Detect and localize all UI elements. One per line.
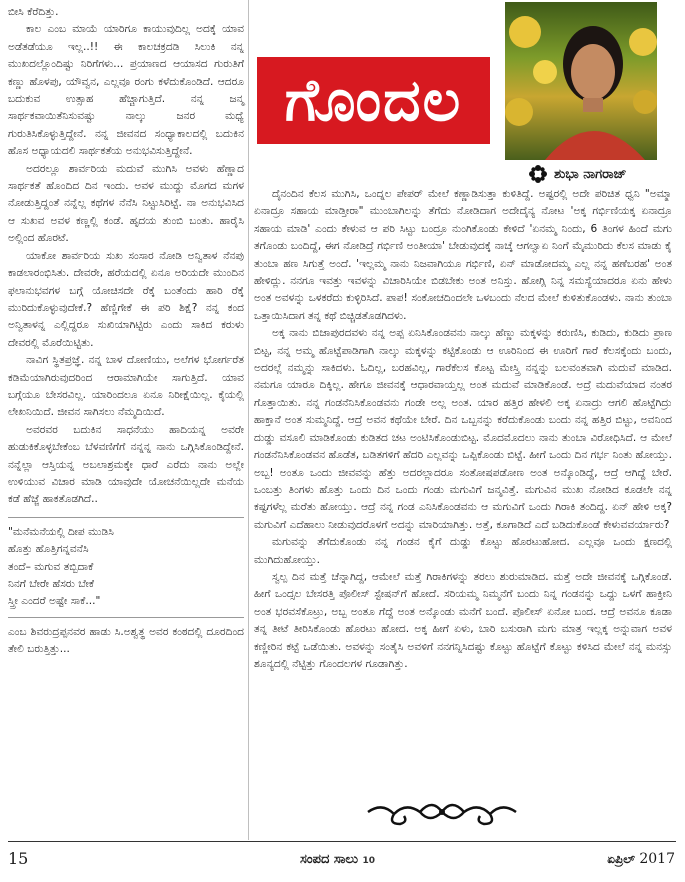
author-photo [505,2,657,160]
article-title [257,57,490,144]
paragraph: ಕಾಲ ಎಂಬ ಮಾಯೆ ಯಾರಿಗೂ ಕಾಯುವುದಿಲ್ಲ ಅದಕ್ಕೆ ಯಾವ ಅಡೆತಡೆಯೂ ಇಲ್ಲ..!! ಈ ಕಾಲಚಕ್ರದಡಿ ಸಿಲುಕಿ ನನ್ನ ಮುಖದಲ್ಲೊಂದಿಷ್ಟು ನಿರಿಗೆಗಳು... ಪ್ರಯಾಣದ ಆಯಾಸದ ಗುರುತಿಗೆ ಕಣ್ಣು ಹೊಳಪು, ಯೌವ್ವನ, ಎಲ್ಲವೂ ರಂಗು ಕಳೆದುಕೊಂಡಿದೆ. ಆದರೂ ಬದುಕುವ ಉತ್ಸಾಹ ಹೆಚ್ಚಾಗುತ್ತಿದೆ. ನನ್ನ ಜನ್ಮ ಸಾರ್ಥಕವಾಯಿತೆನಿಸುವಷ್ಟು ನಾಲ್ಕು ಜನರ ಮಧ್ಯೆ ಗುರುತಿಸಿಕೊಳ್ಳುತ್ತಿದ್ದೇನೆ. ನನ್ನ ಜೀವನದ ಸಂಧ್ಯಾಕಾಲದಲ್ಲಿ ಬದುಕಿನ ಹೊಸ ಅಧ್ಯಾಯದಲಿ ಸಾರ್ಥಕತೆಯ ಅನುಭವಿಸುತ್ತಿದ್ದೇನೆ. [8,23,244,158]
poem-line: "ಮನೆಮನೆಯಲ್ಲಿ ದೀಪ ಮುಡಿಸಿ [8,525,114,538]
poem-quote [8,517,244,618]
paragraph: ಬೀಸಿ ಕೆರೆದಿತ್ತು. [8,6,59,18]
column-divider [248,0,249,840]
issue-number: 10 [362,856,376,866]
paragraph: ಅವರವರ ಬದುಕಿನ ಸಾಧನೆಯು ಹಾದಿಯನ್ನ ಅವರೇ ಹುಡುಕಿಕೊಳ್ಳಬೇಕೆಂಬ ಬೆಳವಣಿಗೆಗೆ ನನ್ನನ್ನ ನಾನು ಒಗ್ಗಿಸಿಕೊಂಡಿದ್ದೇನೆ. ನನ್ನೆಲ್ಲಾ ಆಸ್ತಿಯನ್ನ ಅಬಲಾಶ್ರಮಕ್ಕೇ ಧಾರೆ ಎರೆದು ನಾನು ಅಲ್ಲೇ ಉಳಿಯುವ ವಿಚಾರ ಮಾಡಿ ಯಾವುದೇ ಯೋಚನೆಯಿಲ್ಲದೇ ಮನೆಯ ಕಡೆ ಹೆಜ್ಜೆ ಹಾಕತೊಡಗಿದೆ.. [8,423,244,506]
paragraph: ಅದರಲ್ಲೂ ಶಾರ್ವರಿಯ ಮದುವೆ ಮುಗಿಸಿ ಅವಳು ಹೆಣ್ಣಾದ ಸಾರ್ಥಕತೆ ಹೊಂದಿದ ದಿನ ಇಂದು. ಅವಳ ಮುದ್ದು ಮೊಗದ ಮಗಳ ನೋಡುತ್ತಿದ್ದಂತೆ ನನ್ನೆಲ್ಲ ಕಥೆಗಳ ನೆನೆಸಿ ನಿಟ್ಟುಸಿರಿಟ್ಟೆ. ನಾ ಅನುಭವಿಸಿದ ಆ ಸುಖವ ಅವಳ ಕಣ್ಣಲ್ಲಿ ಕಂಡೆ. ಹೃದಯ ತುಂಬಿ ಬಂತು. ಹಾರೈಸಿ ಅಲ್ಲಿಂದ ಹೊರಟೆ. [8,162,244,245]
issue-date [607,851,675,867]
paragraph: ಮಗುವನ್ನು ತೆಗೆದುಕೊಂಡು ನನ್ನ ಗಂಡನ ಕೈಗೆ ದುಡ್ಡು ಕೊಟ್ಟು ಹೊರಟುಹೋದ. ಎಲ್ಲವೂ ಒಂದು ಕ್ಷಣದಲ್ಲಿ ಮುಗಿದುಹೋಯ್ತು. [254,536,672,566]
author-byline [528,164,627,184]
issue-month: ಏಪ್ರಿಲ್ [607,852,635,866]
poem-line: ಸ್ತ್ರೀ ಎಂದರೆ ಅಷ್ಟೇ ಸಾಕೆ..." [8,595,101,608]
poem-line: ನಿನಗೆ ಬೇರೇ ಹೆಸರು ಬೇಕೆ [8,578,95,590]
poem-line: ಹೊತ್ತು ಹೊತ್ತಿಗನ್ನವನೆಸಿ [8,543,89,556]
flower-ornament-icon [528,164,548,184]
author-portrait-image [505,2,657,160]
paragraph: ಯಾಕೋ ಶಾರ್ವರಿಯ ಸುಖ ಸಂಸಾರ ನೋಡಿ ಅನ್ವಿತಾಳ ನೆನಪು ಕಾಡಲಾರಂಭಿಸಿತು. ದೇವರೇ, ಹರೆಯದಲ್ಲಿ ಏನೂ ಅರಿಯದೇ ಮುಂದಿನ ಫಲಾನುಭವಗಳ ಬಗ್ಗೆ ಯೋಚಿಸದೇ ರೆಕ್ಕೆ ಬಂತೆಂದು ಹಾರಿ ರೆಕ್ಕೆ ಮುರಿದುಕೊಳ್ಳುವುದೇಕೆ.? ಹೆಣ್ಣಿಗೇಕೆ ಈ ಪರಿ ಶಿಕ್ಷೆ? ನನ್ನ ಕಂದ ಅನ್ವಿತಾಳನ್ನ ಎಲ್ಲಿದ್ದರೂ ಸುಖಿಯಾಗಿಟ್ಟಿರು ಎಂದು ಸಾಕಿದ ಕರುಳು ದೇವರಲ್ಲಿ ಮೊರೆಯಿಟ್ಟಿತು. [8,249,244,349]
paragraph: ಸ್ವಲ್ಪ ದಿನ ಮತ್ತೆ ಚೆನ್ನಾಗಿದ್ದ, ಆಮೇಲೆ ಮತ್ತೆ ಗಿರಾಕಿಗಳನ್ನು ತರಲು ಶುರುಮಾಡಿದ. ಮತ್ತೆ ಅದೇ ಜೀವನಕ್ಕೆ ಒಗ್ಗಿಕೊಂಡೆ. ಹೀಗೆ ಒಂದ್ಸಲ ಬೇಸರತ್ತಿ ಪೊಲೀಸ್ ಸ್ಟೇಷನ್‌ಗೆ ಹೋದೆ. ಸರಿಯಮ್ಮ ನಿಮ್ಮನೆಗೆ ಬಂದು ನಿನ್ನ ಗಂಡನನ್ನು ಒದ್ದು ಒಳಗೆ ಹಾಕ್ತೀನಿ ಅಂತ ಭರವಸೆಕೊಟ್ರು, ಅಬ್ಬ ಅಂತೂ ಗೆದ್ದೆ ಅಂತ ಅನ್ಕೊಂಡು ಮನೆಗೆ ಬಂದೆ. ಪೊಲೀಸ್ ಏನೋ ಬಂದ. ಆದ್ರೆ ಅವನೂ ಕೂಡಾ ತನ್ನ ತೀಟೆ ತೀರಿಸಿಕೊಂಡು ಹೊರಟು ಹೋದ. ಅಕ್ಕ ಹೀಗೆ ಏಳು, ಬಾರಿ ಬಸುರಾಗಿ ಮಗು ಮಾತ್ರ ಇಲ್ಲಕ್ಕ ಅನ್ನುವಾಗ ಅವಳ ಕಣ್ಣೀರಿನ ಕಟ್ಟೆ ಒಡೆಯಿತು. ಅವಳನ್ನು ಸಂತೈಸಿ ಅವಳಿಗೆ ನನಗನ್ನಿಸಿದಷ್ಟು ಕೊಟ್ಟು ಹೊಟ್ಟೆಗೆ ಕೊಟ್ಟು ಕಳಿಸಿದ ಮೇಲೆ ನನ್ನ ಮನಸ್ಸು ಶೂನ್ಯದಲ್ಲಿ ನೆಟ್ಟಿತ್ತು ಗೊಂದಲಗಳ ಗೂಡಾಗಿತ್ತು. [254,570,672,670]
issue-year: 2017 [639,851,675,867]
left-column [8,4,244,659]
magazine-title: ಸಂಪದ ಸಾಲು [300,852,358,867]
author-name: ಶುಭಾ ನಾಗರಾಜ್ [554,166,627,182]
magazine-name [300,852,375,867]
paragraph: ನಾವಿಗ ಸ್ಥಿತಪ್ರಜ್ಞೆ. ನನ್ನ ಬಾಳ ದೋಣಿಯು, ಅಲೆಗಳ ಭೋರ್ಗರೆತ ಕಡಿಮೆಯಾಗಿರುವುದರಿಂದ ಆರಾಮಾಗಿಯೇ ಸಾಗುತ್ತಿದೆ. ಯಾವ ಬಗ್ಗೆಯೂ ಬೇಸರವಿಲ್ಲ. ಯಾರಿಂದಲೂ ಏನೂ ನಿರೀಕ್ಷೆಯಿಲ್ಲ. ಕೈಯಲ್ಲಿ ಲೇಖನಿಯಿದೆ. ಜೀವನ ಸಾಗಿಸಲು ನೆಮ್ಮದಿಯಿದೆ. [8,354,244,419]
ornament-divider-icon [362,794,522,830]
paragraph: ದೈನಂದಿನ ಕೆಲಸ ಮುಗಿಸಿ, ಒಂದ್ನಲ ಪೇಪರ್ ಮೇಲೆ ಕಣ್ಣಾಡಿಸುತ್ತಾ ಕುಳಿತಿದ್ದೆ. ಅಷ್ಟರಲ್ಲಿ ಅದೇ ಪರಿಚಿತ ಧ್ವನಿ "ಅಮ್ಮಾ ಏನಾದ್ರೂ ಸಹಾಯ ಮಾಡ್ತೀರಾ" ಮುಂಬಾಗಿಲನ್ನು ತೆಗೆದು ನೋಡಿದಾಗ ಅದೇದೈನ್ಯ ನೋಟ 'ಅಕ್ಕ ಗರ್ಭಿಣಿಯಕ್ಕ ಏನಾದ್ರೂ ಸಹಾಯ ಮಾಡಿ' ಎಂದು ಕೇಳುವ ಆ ಪರಿ ಸಿಟ್ಟು ಬಂದ್ರೂ ನುಂಗಿಕೊಂಡು ಕೇಳಿದೆ 'ಏನಮ್ಮ ನಿಂದು, 6 ತಿಂಗಳ ಹಿಂದೆ ಮಗು ತಗೊಂಡು ಬಂದಿದ್ದೆ, ಈಗ ನೋಡಿದ್ರೆ ಗರ್ಭಿಣಿ ಅಂತೀಯಾ' ಬೇಡುವುದಕ್ಕೆ ನಾಚ್ಕೆ ಆಗಲ್ವಾಏ ನಿಂಗೆ ಮೈಮುರಿದು ಕೆಲಸ ಮಾಡು ಕೈ ತುಂಬಾ ಹಣ ಸಿಗುತ್ತೆ ಅಂದೆ. 'ಇಲ್ಲಮ್ಮ ನಾನು ನಿಜವಾಗಿಯೂ ಗರ್ಭಿಣಿ, ಏನ್ ಮಾಡೋದಮ್ಮ ಎಲ್ಲ ನನ್ನ ಹಣೆಬರಹ' ಅಂತ ಹೇಳಿದ್ಲು. ನನಗೂ ಇವತ್ತು ಇವಳನ್ನು ವಿಚಾರಿಸಿಯೇ ಬಿಡಬೇಕು ಅಂತ ಅನಿಸ್ತು. ಹೋಗ್ಲಿ ನಿನ್ನ ಸಮಸ್ಯೆಯಾದರೂ ಏನು ಹೇಳು ಅಂತ ಅವಳನ್ನು ಒಳಕರೆದು ಕುಳ್ಳಿರಿಸಿದೆ. ಪಾಪ! ಸಂಕೋಚದಿಂದಲೇ ಒಳಬಂದು ನೆಲದ ಮೇಲೆ ಕುಳಿತುಕೊಂಡಳು. ನಾನು ತುಂಬಾ ಒತ್ತಾಯಿಸಿದಾಗ ತನ್ನ ಕಥೆ ಬಿಚ್ಚಿಡತೊಡಗಿದಳು. [254,188,672,322]
article-title-text: ಗೊಂದಲ [284,66,463,134]
page-number: 15 [8,849,29,868]
footer-rule [8,841,676,842]
paragraph: ಎಂಬ ಶಿವರುದ್ರಪ್ಪನವರ ಹಾಡು ಸಿ.ಅಶ್ವತ್ಥ ಅವರ ಕಂಠದಲ್ಲಿ ದೂರದಿಂದ ತೇಲಿ ಬರುತ್ತಿತ್ತು... [8,625,244,656]
right-column [254,186,672,673]
poem-line: ತಂದೆ– ಮಗುವ ತಬ್ಬಿದಾಕೆ [8,560,94,573]
paragraph: ಅಕ್ಕ ನಾನು ಬಿಜಾಪುರದವಳು ನನ್ನ ಅಪ್ಪ ಏನಿಸಿಕೊಂಡವನು ನಾಲ್ಕು ಹೆಣ್ಣು ಮಕ್ಕಳನ್ನು ಕರುಣಿಸಿ, ಕುಡಿದು, ಕುಡಿದು ಪ್ರಾಣ ಬಿಟ್ಟ, ನನ್ನ ಅಮ್ಮ ಹೊಟ್ಟೆಪಾಡಿಗಾಗಿ ನಾಲ್ಕು ಮಕ್ಕಳನ್ನು ಕಟ್ಟಿಕೊಂಡು ಆ ಊರಿನಿಂದ ಈ ಊರಿಗೆ ಗಾರೆ ಕೆಲಸಕ್ಕೆಂದು ಬಂದು, ಅದರಲ್ಲೆ ನಮ್ಮನ್ನು ಸಾಕಿದಳು. ಓದಿಲ್ಲ, ಬರಹವಿಲ್ಲ, ಗಾರೆಕೆಲಸ ಕೊಟ್ಟ ಮೇಸ್ತ್ರಿ ನನ್ನನ್ನು ಬಲವಂತವಾಗಿ ಮದುವೆ ಮಾಡಿದ. ನಮಗೂ ಯಾರೂ ದಿಕ್ಕಿಲ್ಲ. ಹೇಗೂ ಜೀವನಕ್ಕೆ ಆಧಾರವಾಯ್ತಲ್ಲ ಅಂತ ಮದುವೆ ಮಾಡಿಕೊಂಡೆ. ಅದ್ರೆ ಮದುವೆಯಾದ ನಂತರ ಗೊತ್ತಾಯಿತು. ನನ್ನ ಗಂಡನೆನಿಸಿಕೊಂಡವನು ಗಂಡೇ ಅಲ್ಲ ಅಂತ. ಯಾರ ಹತ್ತಿರ ಹೇಳಲಿ ಅಕ್ಕ ಏನಾದ್ರು ಆಗಲಿ ಹೊಟ್ಟೆಗಿದ್ರು ಹಾಕ್ತಾನೆ ಅಂತ ಸುಮ್ಮನಿದ್ದೆ. ಆದ್ರೆ ಅವನ ಕಥೆಯೇ ಬೇರೆ. ದಿನ ಒಬ್ಬನನ್ನು ಕರೆದುಕೊಂಡು ಬಂದು ನನ್ನ ಹತ್ತಿರ ಬಿಟ್ಟು, ಅವನಿಂದ ದುಡ್ಡು ವಸೂಲಿ ಮಾಡಿಕೊಂಡು ಕುಡಿತದ ಚಟ ಅಂಟಿಸಿಕೊಂಡುಬಿಟ್ಟ. ಮೊದಮೊದಲು ನಾನು ತುಂಬಾ ವಿರೋಧಿಸಿದೆ. ಆ ಮೇಲೆ ಗಂಡನೆನಿಸಿಕೊಂಡವನ ಹೊಡೆತ, ಬಡಿತಗಳಿಗೆ ಹೆದರಿ ಎಲ್ಲವನ್ನು ಒಪ್ಪಿಕೊಂಡು ಬಿಟ್ಟೆ. ಹೀಗೆ ಒಂದು ದಿನ ಗರ್ಭ ನಿಂತು ಹೋಯ್ತು. ಅಬ್ಬ! ಅಂತೂ ಒಂದು ಜೀವವನ್ನು ಹೆತ್ತು ಅದರಲ್ಲಾದರೂ ಸಂತೋಷಪಡೋಣ ಅಂತ ಅನ್ಕೊಂಡಿದ್ದೆ, ಆದ್ರೆ ಆಗಿದ್ದೆ ಬೇರೆ. ಒಂಬತ್ತು ತಿಂಗಳು ಹೊತ್ತು ಒಂದು ದಿನ ಒಂದು ಗಂಡು ಮಗುವಿಗೆ ಜನ್ಮವಿತ್ತೆ. ಮಗುವಿನ ಮುಖ ನೋಡಿದ ಕೂಡಲೇ ನನ್ನ ಕಷ್ಟಗಳೆಲ್ಲ ಮರೆತು ಹೋಯ್ತು. ಆದ್ರೆ ನನ್ನ ಗಂಡ ಎನಿಸಿಕೊಂಡವನು ಆ ಮಗುವಿಗೆ ಒಂದು ಗಿರಾಕಿ ತಂದಿದ್ದ. ಏನ್ ಹೇಳಿ ಅಕ್ಕ? ಮಗುವಿಗೆ ಎದೆಹಾಲು ನೀಡುವುದರೊಳಗೆ ಅದನ್ನು ಮಾರಿಯಾಗಿತ್ತು. ಅತ್ತೆ, ಕೂಗಾಡಿದೆ ಎದೆ ಬಡಿದುಕೊಂಡೆ ಕೇಳುವವರ್ಯಾರು? [254,327,672,531]
